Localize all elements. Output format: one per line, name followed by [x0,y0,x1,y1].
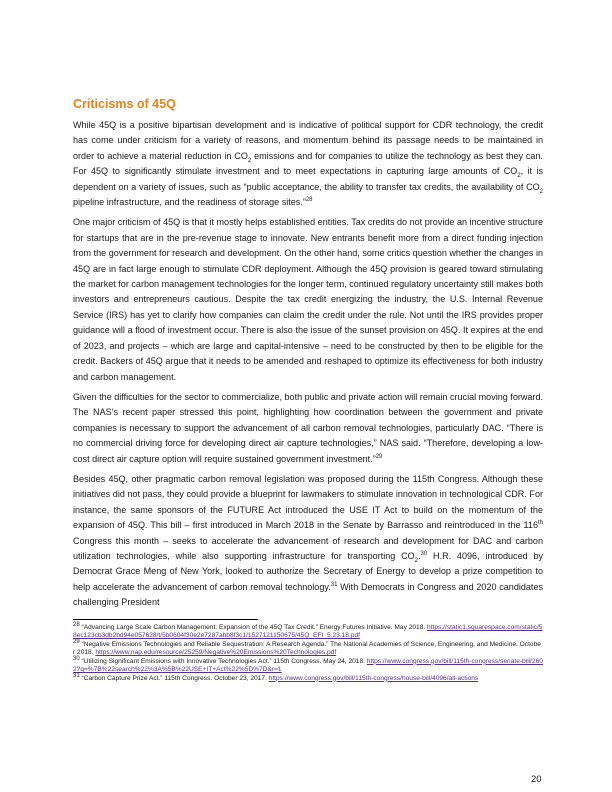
p4-text-a: Besides 45Q, other pragmatic carbon removal legislation was proposed during the 115th Congress. Although these initiatives did not pass, they could provide a blueprint for lawmakers to stimulate innovation in technological CDR. For instance, the same sponsors of the FUTURE Act introduced the USE IT Act to build on the momentum of the expansion of 45Q. This bill – first introduced in March 2018 in the Senate by Barrasso and reintroduced in the 116 [73,473,543,531]
footnote-ref-30[interactable]: 30 [420,550,428,557]
footnote-number: 28 [73,621,80,628]
p1-text-c: , it is dependent on a variety of issues, such as “public acceptance, the ability to transfer tax credits, the availability of CO [73,166,543,192]
footnote-number: 30 [73,655,80,662]
footnote-ref-31[interactable]: 31 [330,581,338,588]
paragraph-2: One major criticism of 45Q is that it mostly helps established entities. Tax credits do not provide an incentive structure for startups that are in the pre-revenue stage to innovate. New entrants benefit more from a direct funding injection from the government for research and development. On the other hand, some critics question whether the changes in 45Q are in fact large enough to stimulate CDR deployment. Although the 45Q provision is geared toward stimulating the market for carbon management technologies for the longer term, continued regulatory uncertainty still makes both investors and entrepreneurs cautious. Despite the tax credit energizing the industry, the U.S. Internal Revenue Service (IRS) has yet to clarify how companies can claim the credit under the rule. Not until the IRS provides proper guidance will a flood of investment occur. There is also the issue of the sunset provision on 45Q. It expires at the end of 2023, and projects – which are large and capital-intensive – need to be constructed by then to be eligible for the credit. Backers of 45Q argue that it needs to be amended and reshaped to optimize its effectiveness for both industry and carbon management. [73,217,543,382]
p3-text: Given the difficulties for the sector to commercialize, both public and private action will remain crucial moving forward. The NAS’s recent paper stressed this point, highlighting how coordination between the government and private companies is necessary to support the advancement of all carbon removal technologies, particularly DAC. “There is no commercial driving force for developing direct air capture technologies,” NAS said. “Therefore, developing a low-cost direct air capture option will require sustained government investment.” [73,391,543,464]
footnote-divider [73,619,258,620]
page-number: 20 [531,774,542,785]
body-text [73,118,543,616]
co2-subscript: 2 [539,188,543,195]
paragraph-1 [73,118,543,210]
p4-text-d: With Democrats in Congress and 2020 candidates challenging President [73,581,543,608]
paragraph-3 [73,390,543,467]
co2-subscript: 2 [414,557,419,564]
footnote-text: “Negative Emissions Technologies and Reliable Sequestration: A Research Agenda.” The National Academies of Science, Engineering, and Medicine. October 2018. [73,640,541,657]
paragraph-4 [73,472,543,611]
footnote-text: “Carbon Capture Prize Act.” 115th Congress. October 23, 2017. [79,674,269,682]
p4-text-c: H.R. 4096, introduced by Democrat Grace Meng of New York, looked to authorize the Secretary of Energy to develop a prize competition to help accelerate the advancement of carbon removal technology. [73,550,543,592]
footnote-link[interactable]: https://www.congress.gov/bill/115th-congress/house-bill/4096/all-actions [268,674,479,682]
footnote-number: 31 [73,672,80,679]
p1-text-b: emissions and for companies to utilize the technology as best they can. For 45Q to significantly stimulate investment and to meet expectations in capturing large amounts of CO [73,150,543,177]
footnote-ref-28[interactable]: 28 [305,197,313,204]
footnote-text: “Advancing Large Scale Carbon Management: Expansion of the 45Q Tax Credit.” Energy Futures Initiative. May 2018. [79,624,428,631]
footnote-link[interactable]: https://www.nap.edu/resource/25259/Negative%20Emissions%20Technologies.pdf [95,649,337,657]
footnote-link[interactable]: https://static1.squarespace.com/static/58ec123cb3db2bd94e057628/t/5b0604f30e2e7287abb8f3c1/1527121150675/45Q_EFI_5.23.18.pdf [73,624,543,640]
p1-text-d: pipeline infrastructure, and the readiness of storage sites.” [73,197,306,208]
footnote-31 [73,672,543,683]
footnote-number: 29 [73,638,80,645]
footnote-29 [73,638,543,658]
footnote-ref-29[interactable]: 29 [375,453,383,460]
p4-period: . [418,550,421,561]
section-heading: Criticisms of 45Q [73,97,176,111]
footnotes [73,621,543,683]
co2-subscript: 2 [247,157,252,164]
footnote-text: “Utilizing Significant Emissions with Innovative Technologies Act.” 115th Congress. May 24, 2018. [79,657,367,665]
ordinal-superscript: th [537,520,543,527]
p4-text-b: Congress this month – seeks to accelerate the advancement of research and development for DAC and carbon utilization technologies, while also supporting infrastructure for transporting CO [73,535,543,561]
footnote-link[interactable]: https://www.congress.gov/bill/115th-congress/senate-bill/2602?q=%7B%22search%22%3A%5B%22USE+IT+Act%22%5D%7D&r=1 [73,657,543,674]
co2-subscript: 2 [517,173,521,180]
footnote-28 [73,621,543,641]
p1-text-a: While 45Q is a positive bipartisan development and is indicative of political support for CDR technology, the credit has come under criticism for a variety of reasons, and momentum behind its passage needs to be maintained in order to achieve a material reduction in CO [73,120,543,161]
footnote-30 [73,655,543,675]
